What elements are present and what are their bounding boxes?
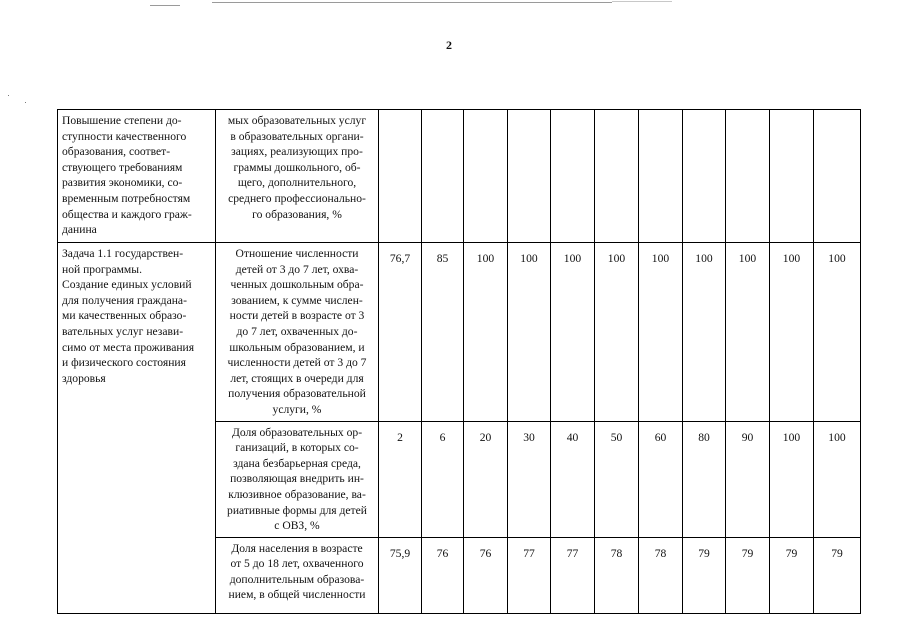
value-cell: 100	[683, 243, 726, 422]
value-cell	[551, 110, 595, 243]
value-cell	[422, 110, 464, 243]
indicator-cell: мых образовательных услуг в образовательных органи- зациях, реализующих про- граммы дошкольного, об- щего, дополнительного, среднего профессионально- го образования, %	[216, 110, 379, 243]
value-cell: 100	[814, 421, 861, 537]
value-cell: 76	[464, 537, 508, 613]
value-cell: 78	[639, 537, 683, 613]
value-cell	[379, 110, 422, 243]
value-cell	[595, 110, 639, 243]
value-cell: 76	[422, 537, 464, 613]
value-cell: 6	[422, 421, 464, 537]
indicator-table	[57, 109, 861, 614]
value-cell: 90	[726, 421, 770, 537]
scan-artifact-line	[150, 5, 180, 6]
value-cell: 50	[595, 421, 639, 537]
value-cell	[770, 110, 814, 243]
value-cell: 76,7	[379, 243, 422, 422]
value-cell	[814, 110, 861, 243]
table-row	[58, 243, 861, 422]
value-cell	[508, 110, 551, 243]
value-cell: 20	[464, 421, 508, 537]
value-cell: 100	[639, 243, 683, 422]
value-cell: 2	[379, 421, 422, 537]
value-cell: 100	[595, 243, 639, 422]
value-cell: 77	[508, 537, 551, 613]
value-cell: 79	[726, 537, 770, 613]
value-cell: 100	[814, 243, 861, 422]
value-cell: 79	[770, 537, 814, 613]
scan-artifact-line	[612, 1, 672, 2]
goal-cell: Повышение степени до- ступности качественного образования, соответ- ствующего требованиям развития экономики, со- временным потребностям общества и каждого граж- данина	[58, 110, 216, 243]
scan-artifact-dot	[25, 102, 26, 103]
value-cell: 30	[508, 421, 551, 537]
value-cell: 100	[770, 421, 814, 537]
value-cell: 60	[639, 421, 683, 537]
value-cell: 100	[770, 243, 814, 422]
value-cell: 79	[683, 537, 726, 613]
table-row	[58, 110, 861, 243]
scan-artifact-dot	[8, 95, 9, 96]
indicator-cell: Отношение численности детей от 3 до 7 лет, охва- ченных дошкольным обра- зованием, к сумме числен- ности детей в возрасте от 3 до 7 лет, охваченных до- школьным образованием, и численности детей от 3 до 7 лет, стоящих в очереди для получения образовательной услуги, %	[216, 243, 379, 422]
value-cell	[683, 110, 726, 243]
value-cell: 100	[551, 243, 595, 422]
value-cell	[464, 110, 508, 243]
value-cell: 85	[422, 243, 464, 422]
value-cell	[726, 110, 770, 243]
value-cell: 100	[464, 243, 508, 422]
indicator-cell: Доля образовательных ор- ганизаций, в которых со- здана безбарьерная среда, позволяющая внедрить ин- клюзивное образование, ва- риативные формы для детей с ОВЗ, %	[216, 421, 379, 537]
value-cell	[639, 110, 683, 243]
value-cell: 100	[508, 243, 551, 422]
value-cell: 75,9	[379, 537, 422, 613]
value-cell: 80	[683, 421, 726, 537]
page-number: 2	[446, 38, 452, 52]
value-cell: 77	[551, 537, 595, 613]
value-cell: 40	[551, 421, 595, 537]
task-cell: Задача 1.1 государствен- ной программы. Создание единых условий для получения граждана- ми качественных образо- вательных услуг незави- симо от места проживания и физического состояния здоровья	[58, 243, 216, 614]
indicator-cell: Доля населения в возрасте от 5 до 18 лет, охваченного дополнительным образова- нием, в общей численности	[216, 537, 379, 613]
value-cell: 100	[726, 243, 770, 422]
value-cell: 78	[595, 537, 639, 613]
scan-artifact-line	[212, 2, 612, 3]
value-cell: 79	[814, 537, 861, 613]
